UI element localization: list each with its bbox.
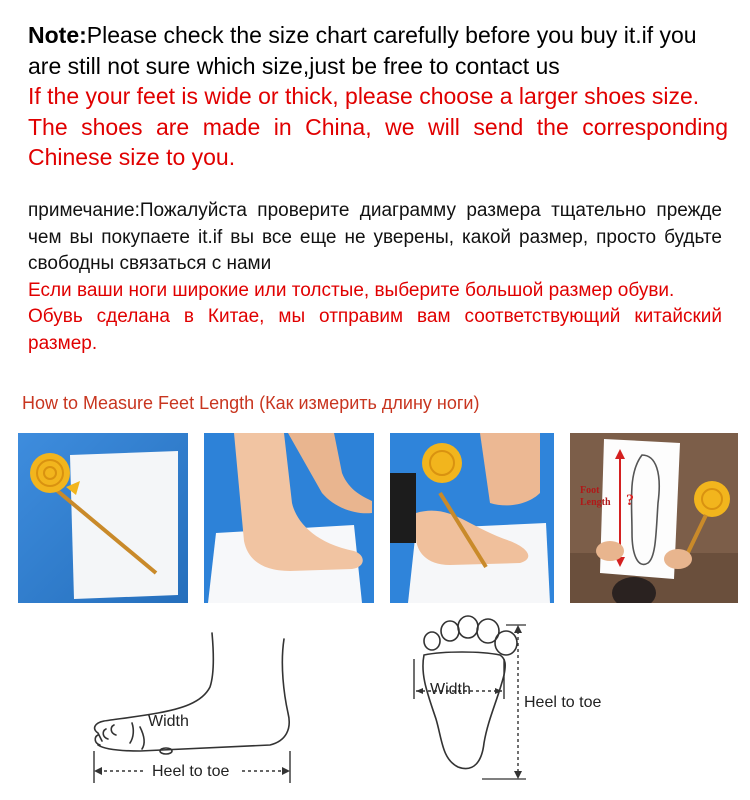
english-china-size-note: The shoes are made in China, we will send the corresponding Chinese size to you. bbox=[28, 113, 728, 170]
measure-section-title: How to Measure Feet Length (Как измерить длину ноги) bbox=[22, 393, 480, 413]
foot-caption-line-1: Foot bbox=[580, 485, 600, 496]
svg-text:?: ? bbox=[626, 492, 634, 509]
photo-foot-on-paper bbox=[204, 433, 374, 603]
russian-instructions bbox=[28, 198, 722, 358]
english-note-text: Please check the size chart carefully before you buy it.if you are still not sure which size,just be free to contact us bbox=[28, 22, 697, 79]
russian-note: примечание:Пожалуйста проверите диаграмму размера тщательно прежде чем вы покупаете it.if вы все еще не уверены, какой размер, просто будьте свободны связаться с нами bbox=[28, 200, 722, 275]
foot-length-caption bbox=[580, 485, 611, 509]
top-view-foot-diagram bbox=[410, 615, 630, 785]
foot-caption-line-2: Length bbox=[580, 497, 611, 508]
russian-china-size-note: Обувь сделана в Китае, мы отправим вам соответствующий китайский размер. bbox=[28, 306, 722, 354]
english-note bbox=[28, 20, 728, 81]
photo-tracing-foot bbox=[390, 433, 554, 603]
photo-foot-length-drawing bbox=[570, 433, 738, 603]
english-instructions bbox=[28, 20, 728, 173]
side-width-label: Width bbox=[148, 713, 189, 730]
top-heel-to-toe-label: Heel to toe bbox=[524, 694, 602, 711]
russian-wide-feet-note: Если ваши ноги широкие или толстые, выберите большой размер обуви. bbox=[28, 279, 675, 301]
top-width-label: Width bbox=[430, 681, 471, 698]
english-wide-feet-note: If the your feet is wide or thick, please choose a larger shoes size. bbox=[28, 83, 700, 109]
side-heel-to-toe-label: Heel to toe bbox=[152, 763, 230, 780]
photo-paper-and-pencil bbox=[18, 433, 188, 603]
note-label: Note: bbox=[28, 22, 87, 48]
side-view-foot-diagram bbox=[80, 625, 310, 790]
